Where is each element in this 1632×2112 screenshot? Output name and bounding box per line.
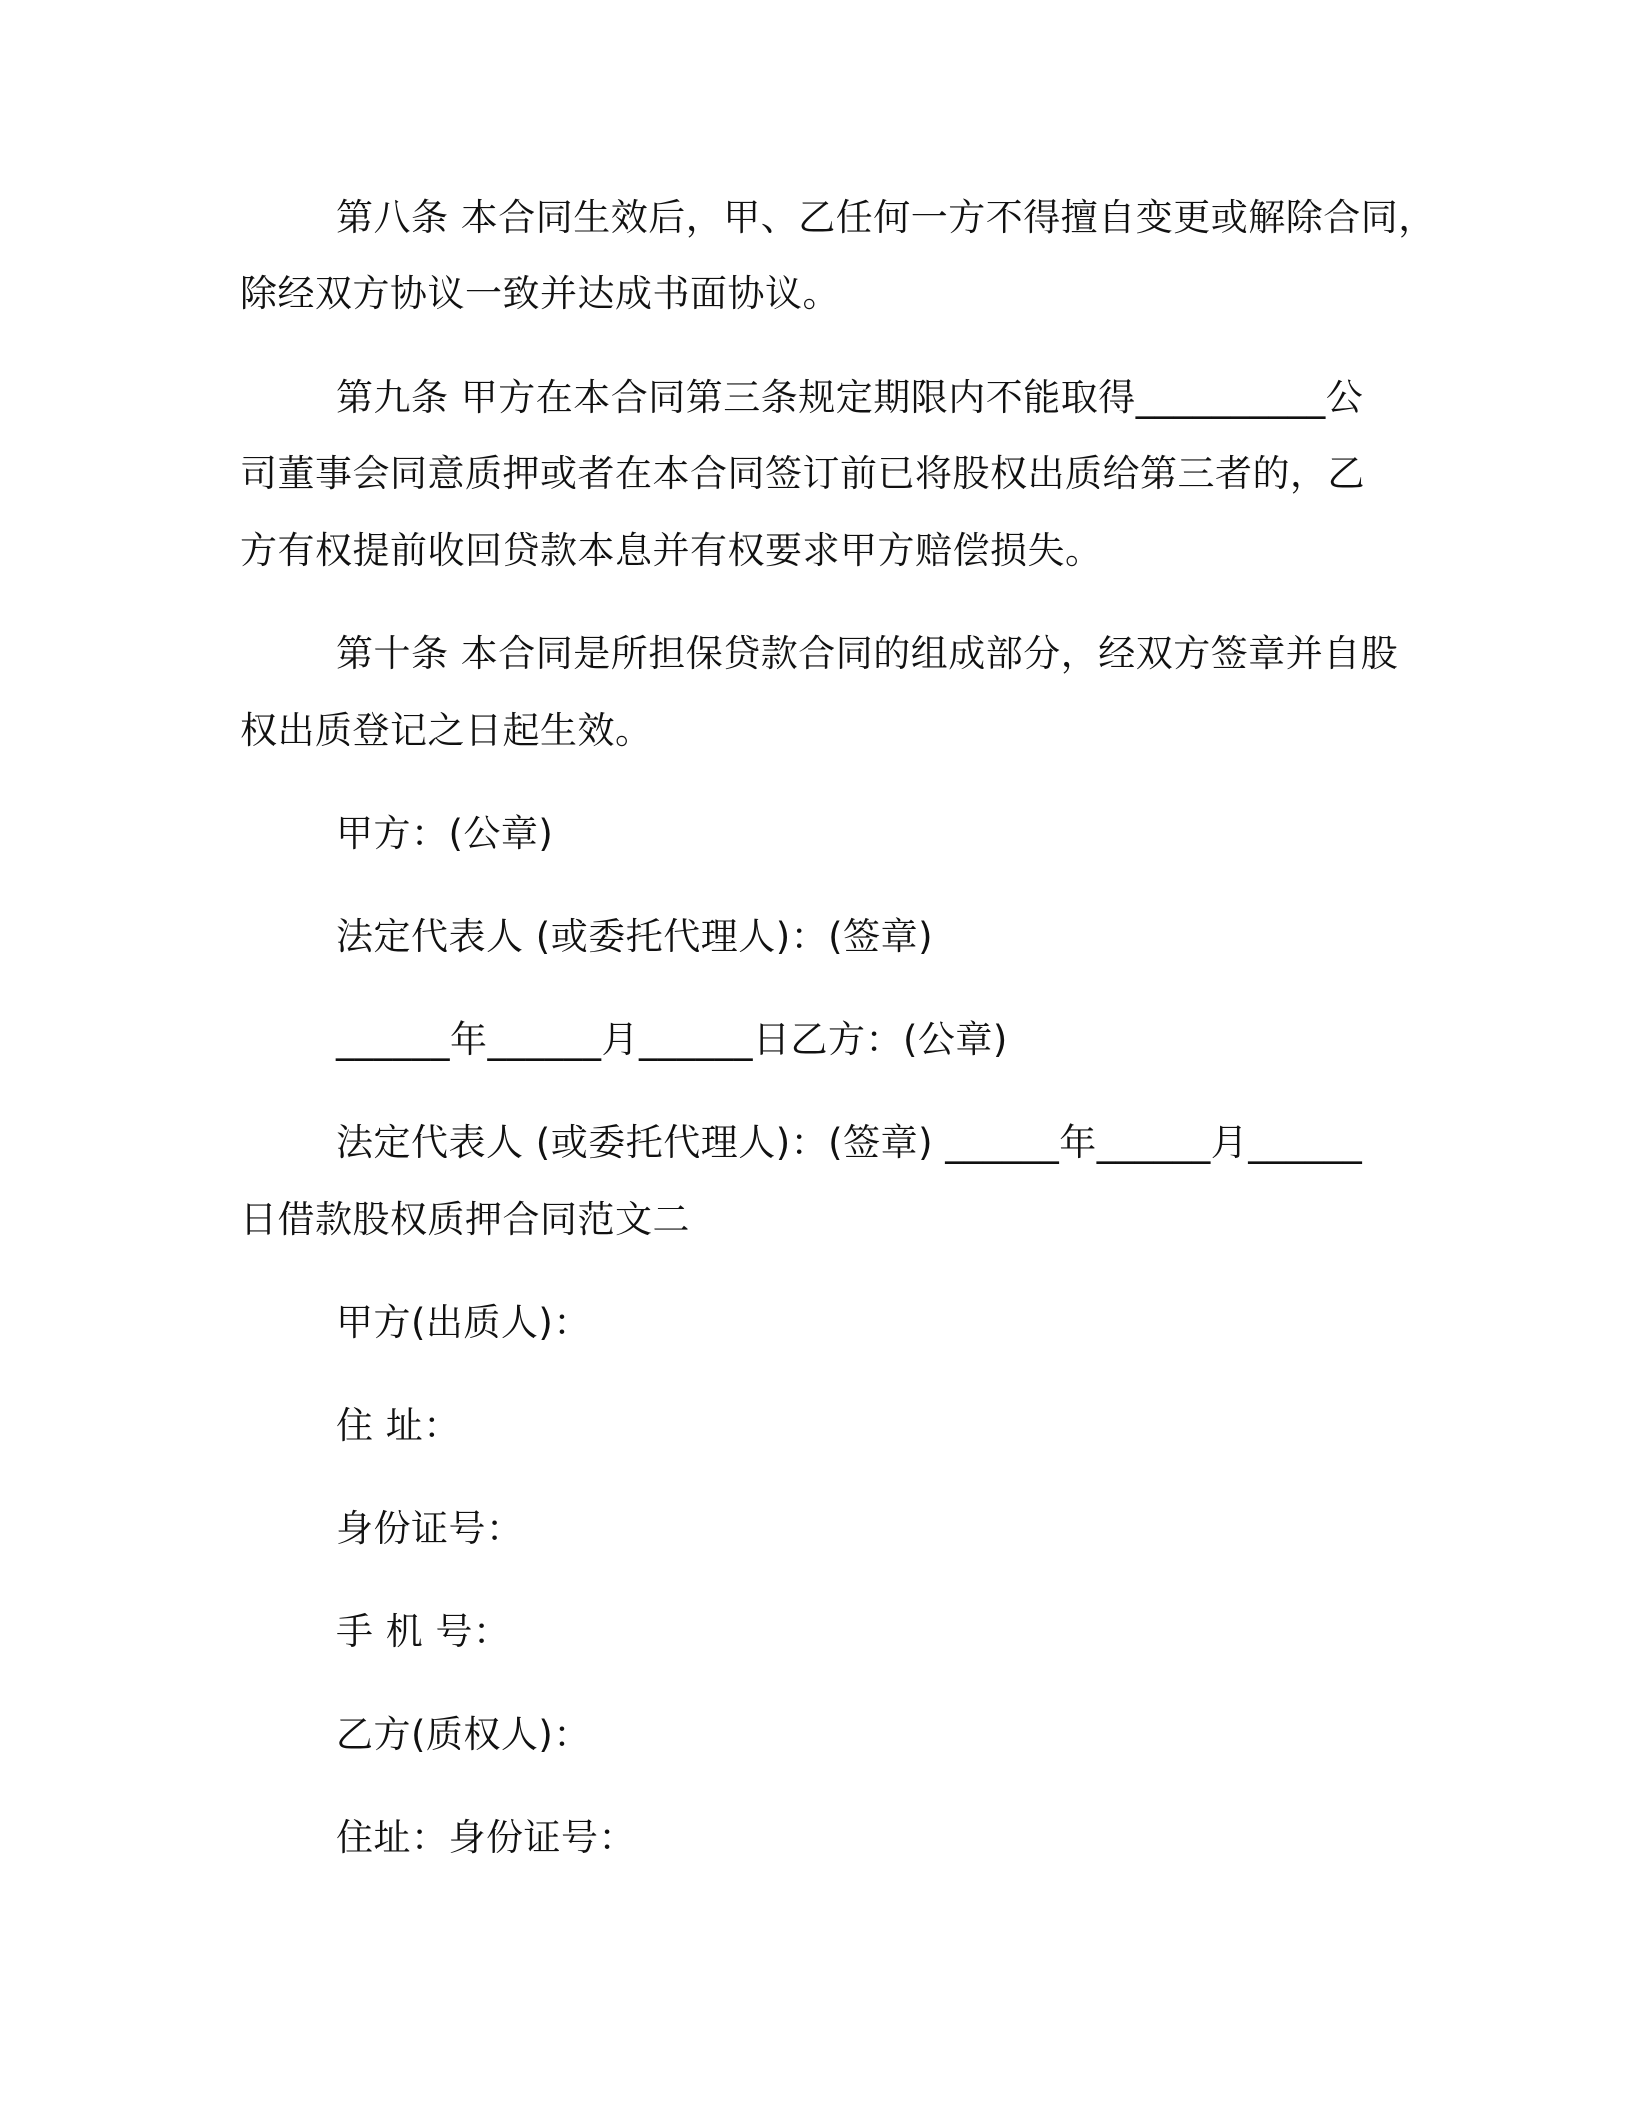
party-a-seal: 甲方：(公章) <box>336 812 554 855</box>
id-number-label: 身份证号： <box>336 1507 524 1550</box>
party-b-pledgee-label: 乙方(质权人)： <box>336 1713 591 1756</box>
article-9-line-2: 司董事会同意质押或者在本合同签订前已将股权出质给第三者的，乙 <box>240 452 1365 495</box>
party-b-address-id-label: 住址：身份证号： <box>336 1816 636 1859</box>
article-10-line-2: 权出质登记之日起生效。 <box>240 709 653 752</box>
party-b-representative-date: 法定代表人 (或委托代理人)：(签章) ______年______月______ <box>336 1121 1363 1164</box>
address-label: 住 址： <box>336 1404 461 1447</box>
article-9-line-1: 第九条 甲方在本合同第三条规定期限内不能取得__________公 <box>336 376 1364 419</box>
date-and-party-b-seal: ______年______月______日乙方：(公章) <box>336 1018 1008 1061</box>
article-9-line-3: 方有权提前收回贷款本息并有权要求甲方赔偿损失。 <box>240 529 1103 572</box>
template-two-title: 日借款股权质押合同范文二 <box>240 1198 690 1241</box>
party-a-representative: 法定代表人 (或委托代理人)：(签章) <box>336 915 934 958</box>
phone-number-label: 手 机 号： <box>336 1610 511 1653</box>
party-a-pledgor-label: 甲方(出质人)： <box>336 1301 591 1344</box>
article-8-line-1: 第八条 本合同生效后，甲、乙任何一方不得擅自变更或解除合同， <box>336 196 1436 239</box>
article-10-line-1: 第十条 本合同是所担保贷款合同的组成部分，经双方签章并自股 <box>336 632 1399 675</box>
article-8-line-2: 除经双方协议一致并达成书面协议。 <box>240 272 840 315</box>
